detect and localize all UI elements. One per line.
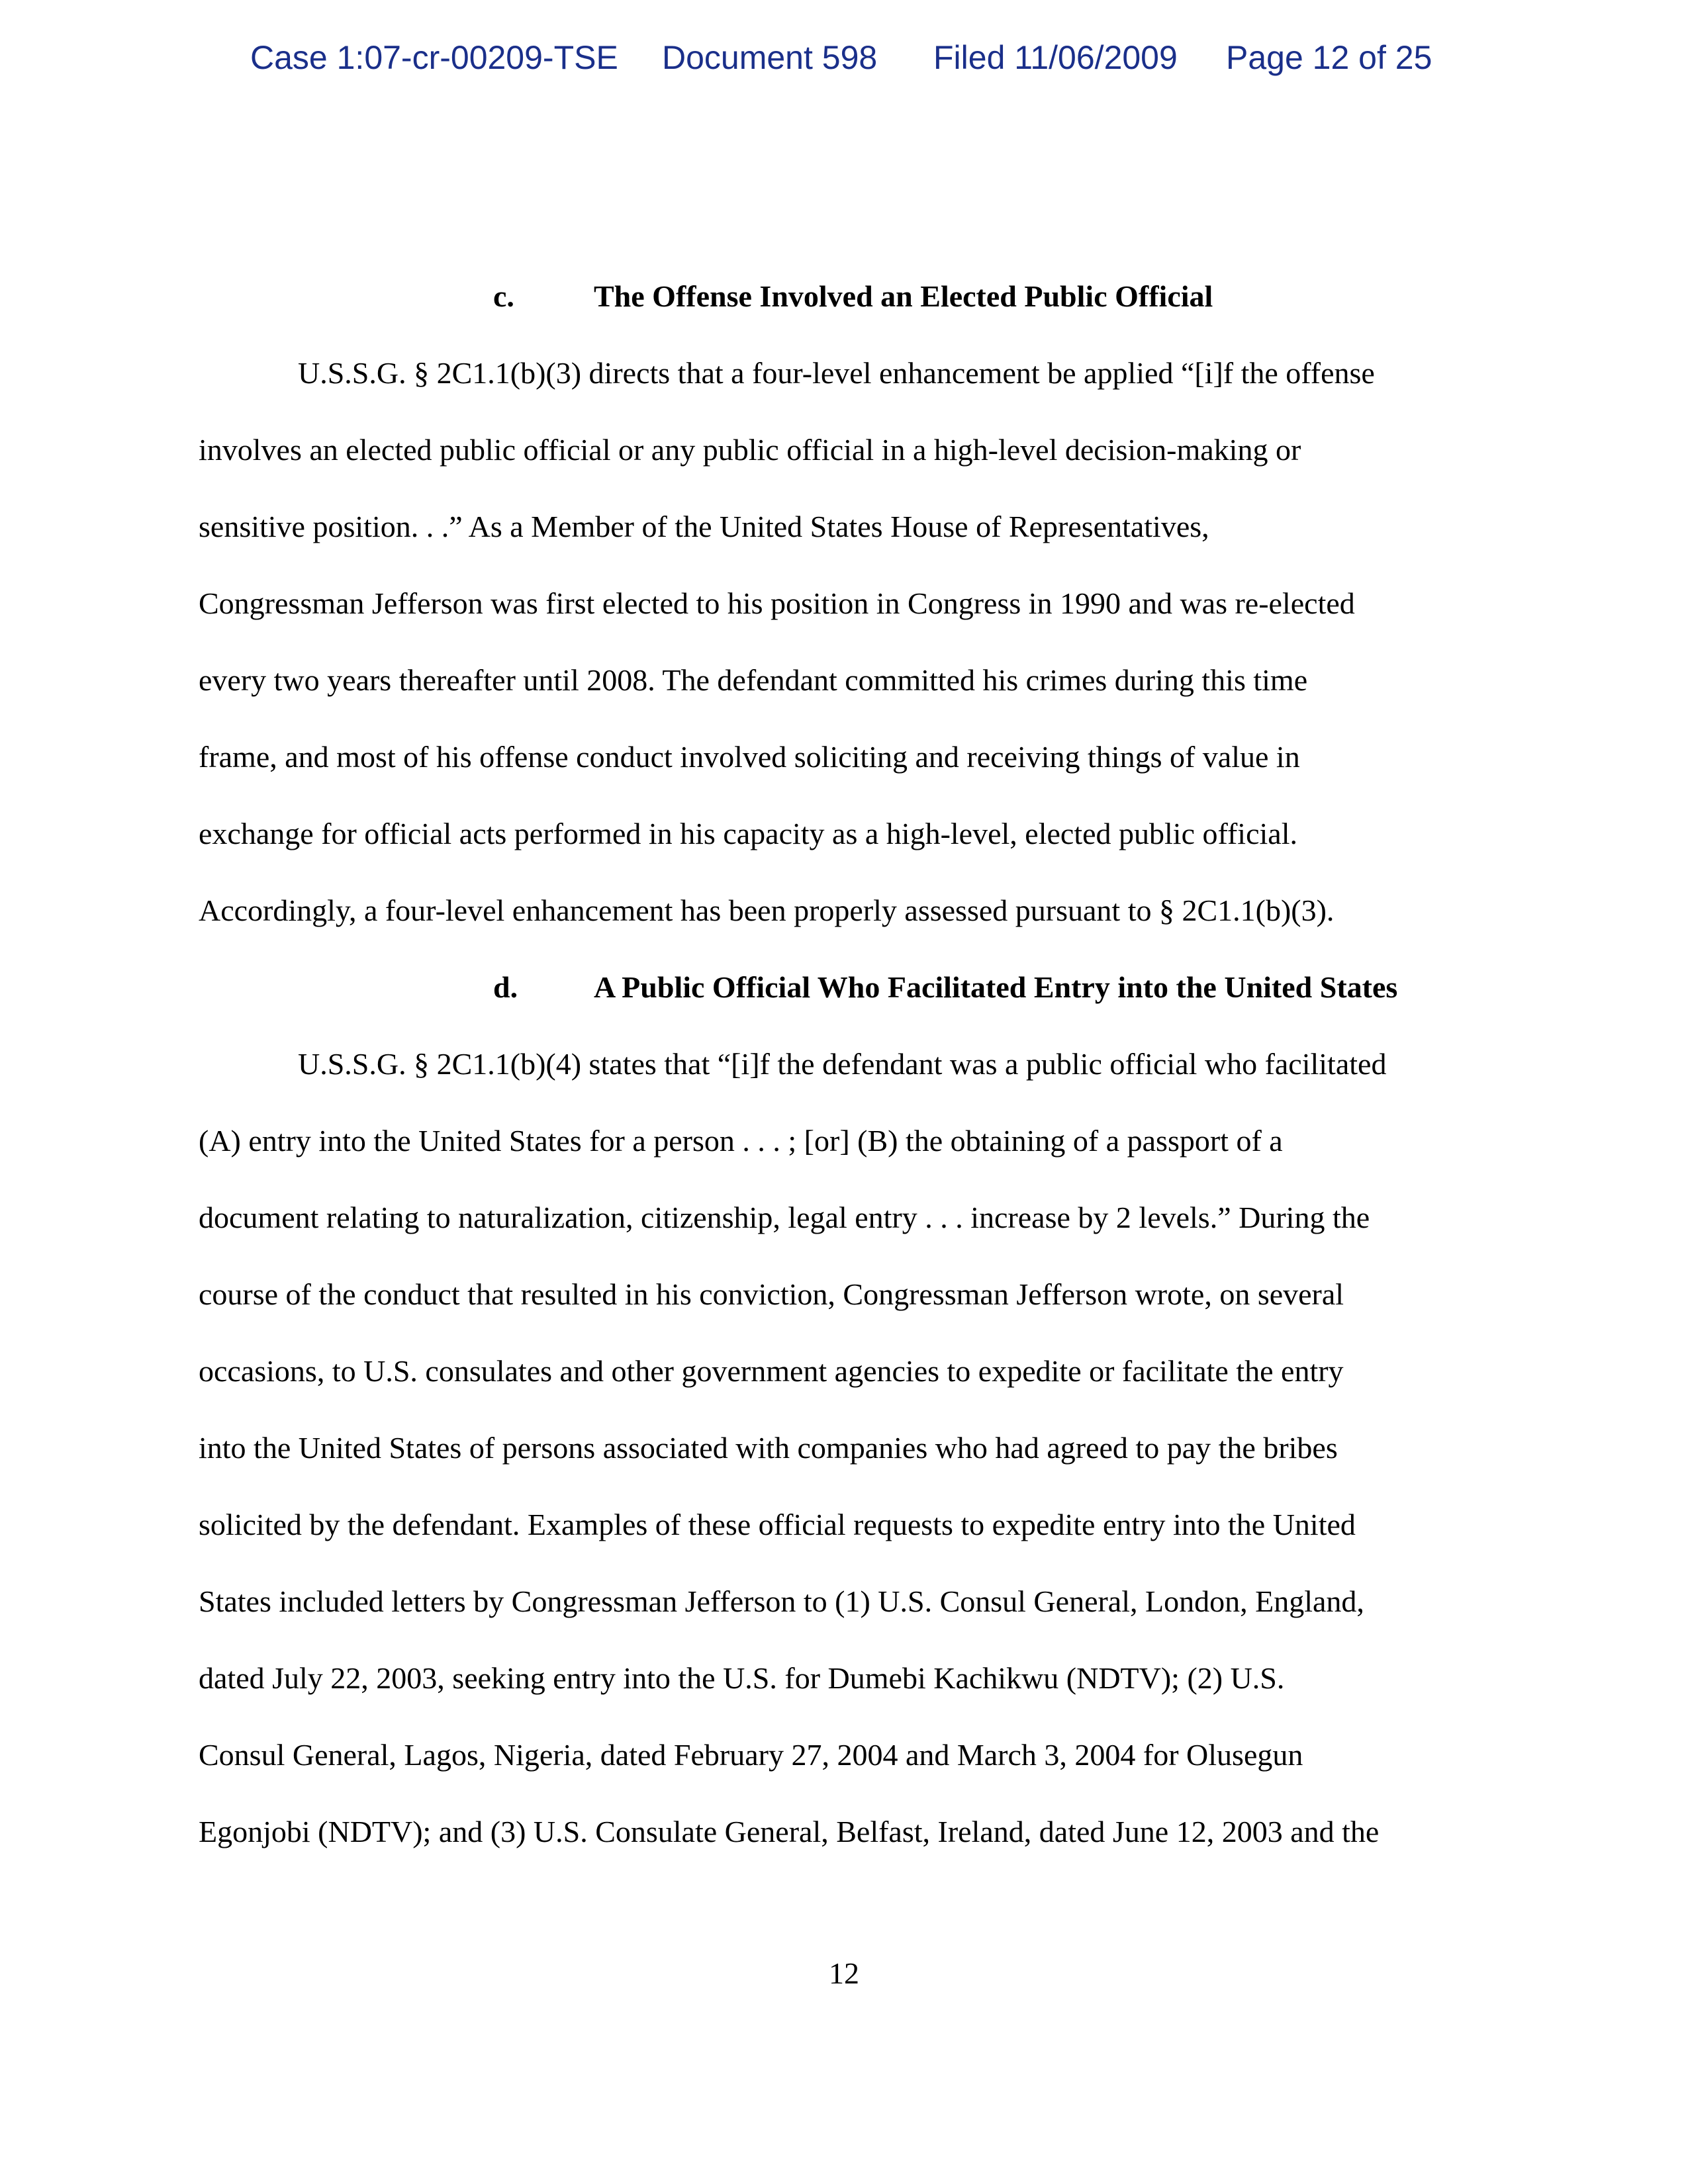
paragraph-line: into the United States of persons associated with companies who had agreed to pay the bribes: [199, 1431, 1338, 1465]
filing-header: [0, 34, 1688, 81]
header-page-count: Page 12 of 25: [1226, 39, 1432, 76]
paragraph-line: Consul General, Lagos, Nigeria, dated February 27, 2004 and March 3, 2004 for Olusegun: [199, 1738, 1303, 1772]
header-document-number: Document 598: [662, 39, 878, 76]
paragraph-line: (A) entry into the United States for a person . . . ; [or] (B) the obtaining of a passport of a: [199, 1124, 1283, 1158]
header-filed-date: Filed 11/06/2009: [933, 39, 1178, 76]
paragraph-line: document relating to naturalization, citizenship, legal entry . . . increase by 2 levels.” During the: [199, 1201, 1370, 1234]
paragraph-line: States included letters by Congressman Jefferson to (1) U.S. Consul General, London, England,: [199, 1584, 1364, 1618]
page-number: 12: [829, 1956, 859, 1990]
section-c-letter: c.: [493, 279, 514, 313]
paragraph-line: exchange for official acts performed in his capacity as a high-level, elected public official.: [199, 817, 1297, 850]
paragraph-line: Accordingly, a four-level enhancement has been properly assessed pursuant to § 2C1.1(b)(3).: [199, 893, 1335, 927]
paragraph-line: sensitive position. . .” As a Member of the United States House of Representatives,: [199, 510, 1209, 543]
paragraph-line: U.S.S.G. § 2C1.1(b)(4) states that “[i]f the defendant was a public official who facilitated: [298, 1047, 1387, 1081]
section-c-paragraph: [199, 353, 1483, 968]
section-d-letter: d.: [493, 970, 518, 1004]
section-d-paragraph: [199, 1044, 1483, 1889]
paragraph-line: course of the conduct that resulted in his conviction, Congressman Jefferson wrote, on several: [199, 1277, 1344, 1311]
section-c-title: The Offense Involved an Elected Public Official: [594, 279, 1213, 313]
paragraph-line: Egonjobi (NDTV); and (3) U.S. Consulate General, Belfast, Ireland, dated June 12, 2003 and the: [199, 1815, 1380, 1848]
paragraph-line: solicited by the defendant. Examples of these official requests to expedite entry into the United: [199, 1508, 1356, 1541]
paragraph-line: dated July 22, 2003, seeking entry into the U.S. for Dumebi Kachikwu (NDTV); (2) U.S.: [199, 1661, 1285, 1695]
paragraph-line: U.S.S.G. § 2C1.1(b)(3) directs that a four-level enhancement be applied “[i]f the offense: [298, 356, 1375, 390]
paragraph-line: occasions, to U.S. consulates and other government agencies to expedite or facilitate the entry: [199, 1354, 1344, 1388]
paragraph-line: every two years thereafter until 2008. The defendant committed his crimes during this time: [199, 663, 1308, 697]
paragraph-line: involves an elected public official or any public official in a high-level decision-making or: [199, 433, 1301, 467]
section-d-title: A Public Official Who Facilitated Entry into the United States: [594, 970, 1398, 1004]
paragraph-line: Congressman Jefferson was first elected to his position in Congress in 1990 and was re-elected: [199, 586, 1355, 620]
header-case-number: Case 1:07-cr-00209-TSE: [250, 39, 618, 76]
paragraph-line: frame, and most of his offense conduct involved soliciting and receiving things of value in: [199, 740, 1300, 774]
